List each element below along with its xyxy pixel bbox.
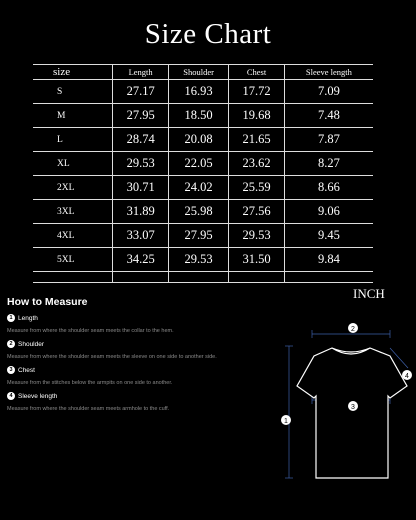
column-header-sleeve-length: Sleeve length [284, 65, 373, 80]
value-cell: 29.53 [229, 224, 285, 248]
value-cell: 21.65 [229, 128, 285, 152]
value-cell: 24.02 [168, 176, 228, 200]
value-cell: 31.89 [113, 200, 169, 224]
value-cell: 25.59 [229, 176, 285, 200]
step-label: Length [18, 314, 38, 322]
value-cell: 8.27 [284, 152, 373, 176]
table-header-row [33, 65, 373, 80]
value-cell: 27.56 [229, 200, 285, 224]
value-cell: 25.98 [168, 200, 228, 224]
step-number-badge: 3 [7, 366, 15, 374]
marker-2 [348, 323, 358, 333]
value-cell: 29.53 [113, 152, 169, 176]
column-header-length: Length [113, 65, 169, 80]
step-chest [7, 366, 172, 386]
value-cell: 7.09 [284, 80, 373, 104]
value-cell: 18.50 [168, 104, 228, 128]
value-cell: 27.95 [168, 224, 228, 248]
step-number-badge: 1 [7, 314, 15, 322]
size-cell: XL [33, 152, 113, 176]
tshirt-outline [297, 348, 407, 478]
value-cell: 33.07 [113, 224, 169, 248]
value-cell: 17.72 [229, 80, 285, 104]
marker-4 [402, 370, 412, 380]
step-length [7, 314, 174, 334]
size-cell: S [33, 80, 113, 104]
value-cell: 9.45 [284, 224, 373, 248]
size-table [33, 64, 373, 283]
marker-4-label: 4 [405, 373, 409, 380]
tshirt-measure-diagram [270, 316, 416, 486]
value-cell: 22.05 [168, 152, 228, 176]
size-cell: 2XL [33, 176, 113, 200]
value-cell: 16.93 [168, 80, 228, 104]
step-description: Measure from where the shoulder seam meets the sleeve on one side to another side. [7, 354, 217, 360]
column-header-shoulder: Shoulder [168, 65, 228, 80]
value-cell: 29.53 [168, 248, 228, 272]
value-cell: 8.66 [284, 176, 373, 200]
marker-1 [281, 415, 291, 425]
value-cell: 30.71 [113, 176, 169, 200]
unit-label: INCH [353, 286, 385, 301]
column-header-chest: Chest [229, 65, 285, 80]
value-cell: 31.50 [229, 248, 285, 272]
value-cell: 7.48 [284, 104, 373, 128]
value-cell: 9.84 [284, 248, 373, 272]
value-cell: 23.62 [229, 152, 285, 176]
value-cell: 19.68 [229, 104, 285, 128]
table-row [33, 152, 373, 176]
table-row [33, 104, 373, 128]
how-to-measure-title: How to Measure [7, 296, 88, 308]
marker-3 [348, 401, 358, 411]
value-cell: 34.25 [113, 248, 169, 272]
value-cell: 20.08 [168, 128, 228, 152]
step-label: Shoulder [18, 340, 45, 348]
table-row [33, 248, 373, 272]
size-cell: M [33, 104, 113, 128]
step-label: Chest [18, 366, 35, 374]
step-description: Measure from where the shoulder seam meets armhole to the cuff. [7, 406, 170, 412]
value-cell: 27.95 [113, 104, 169, 128]
value-cell: 28.74 [113, 128, 169, 152]
step-description: Measure from the stitches below the armpits on one side to another. [7, 380, 173, 386]
step-number-badge: 2 [7, 340, 15, 348]
value-cell: 9.06 [284, 200, 373, 224]
marker-2-label: 2 [351, 326, 355, 333]
table-row [33, 224, 373, 248]
size-cell: L [33, 128, 113, 152]
size-cell: 4XL [33, 224, 113, 248]
marker-3-label: 3 [351, 404, 355, 411]
value-cell: 27.17 [113, 80, 169, 104]
step-description: Measure from where the shoulder seam meets the collar to the hem. [7, 328, 174, 334]
size-cell: 5XL [33, 248, 113, 272]
page-title: Size Chart [144, 18, 272, 50]
step-number-badge: 4 [7, 392, 15, 400]
step-shoulder [7, 340, 217, 360]
marker-1-label: 1 [284, 418, 288, 425]
table-row [33, 200, 373, 224]
value-cell: 7.87 [284, 128, 373, 152]
column-header-size: size [33, 65, 113, 80]
table-row [33, 80, 373, 104]
table-row [33, 176, 373, 200]
table-blank-row [33, 272, 373, 283]
size-cell: 3XL [33, 200, 113, 224]
table-row [33, 128, 373, 152]
step-label: Sleeve length [18, 392, 58, 400]
step-sleeve-length [7, 392, 169, 412]
